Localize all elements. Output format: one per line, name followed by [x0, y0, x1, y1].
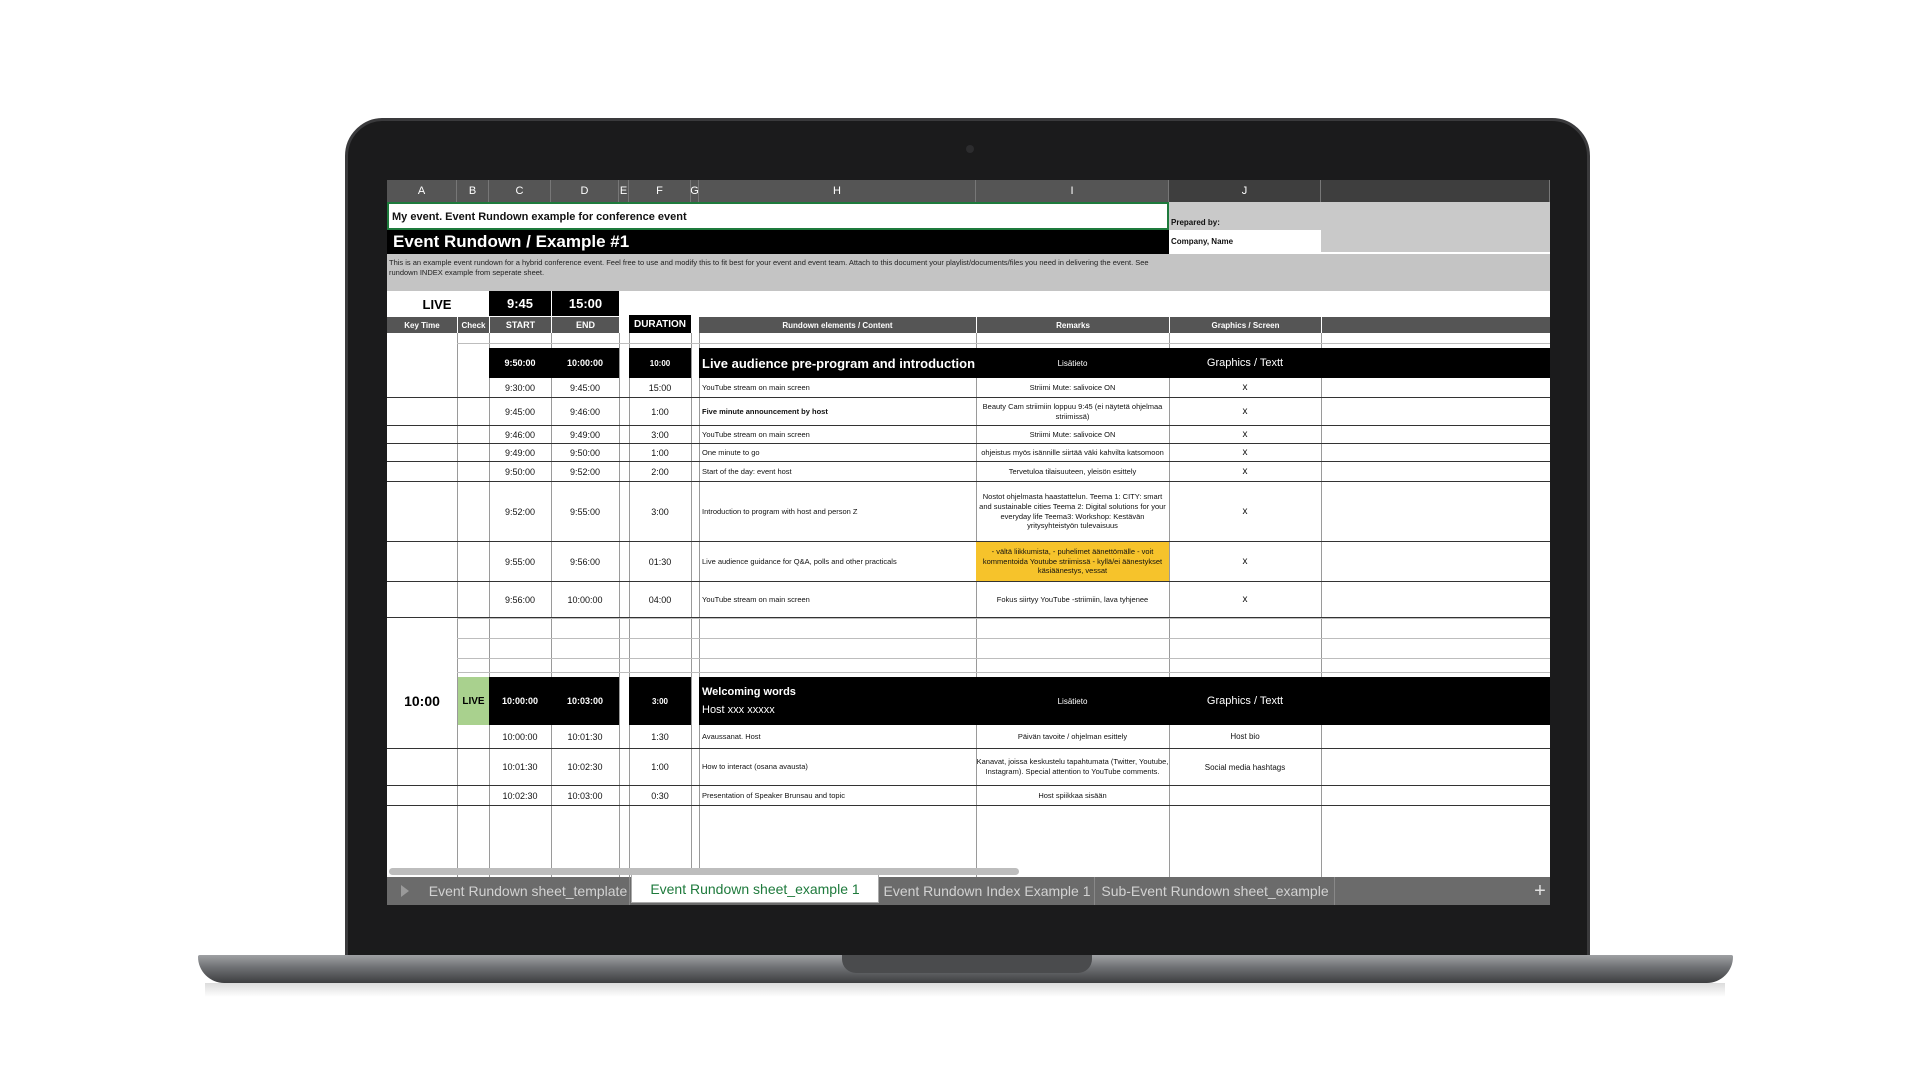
spreadsheet-screen — [387, 180, 1550, 905]
row-end-cell[interactable]: 9:45:00 — [569, 382, 601, 393]
col-header-k[interactable] — [1321, 180, 1550, 202]
row-remarks-cell[interactable]: Striimi Mute: salivoice ON — [1029, 382, 1116, 392]
col-header-d[interactable]: D — [551, 180, 619, 202]
col-header-g[interactable]: G — [691, 180, 699, 202]
col-header-c[interactable]: C — [489, 180, 551, 202]
row-gfx-cell[interactable]: x — [1242, 556, 1248, 567]
row-content-cell[interactable]: Introduction to program with host and person Z — [702, 506, 858, 516]
row-remarks-cell[interactable]: Nostot ohjelmasta haastattelun. Teema 1: CITY: smart and sustainable cities Teema 2: Digital solutions for your everyday life Teema3: Workshop: Kestävän yritysyhteistyön tulevaisuus — [979, 492, 1166, 531]
row-start-cell[interactable]: 9:45:00 — [504, 406, 536, 417]
row-dur-cell[interactable]: 15:00 — [648, 382, 672, 393]
header-start: START — [490, 317, 551, 333]
col-header-e[interactable]: E — [619, 180, 629, 202]
company-cell[interactable] — [1169, 230, 1321, 252]
row-gfx-cell[interactable]: x — [1242, 466, 1248, 477]
row-gfx-cell[interactable]: Social media hashtags — [1204, 762, 1286, 772]
row-gfx-cell[interactable] — [1169, 786, 1321, 805]
row-dur-cell[interactable]: 2:00 — [651, 466, 669, 477]
col-header-b[interactable]: B — [457, 180, 489, 202]
row-remarks-cell[interactable]: Kanavat, joissa keskustelu tapahtumata (Twitter, Youtube, Instagram). Special attention to YouTube comments. — [976, 757, 1169, 776]
row-start-cell[interactable]: 9:30:00 — [504, 382, 536, 393]
row-remarks-cell[interactable]: Tervetuloa tilaisuuteen, yleisön esittely — [1008, 466, 1137, 476]
row-remarks-cell[interactable]: Päivän tavoite / ohjelman esittely — [1017, 731, 1128, 741]
table-row — [387, 462, 1550, 482]
row-gfx-cell[interactable]: x — [1242, 506, 1248, 517]
section2-live-check[interactable]: LIVE — [458, 677, 489, 725]
section2-key-time[interactable]: 10:00 — [404, 693, 440, 709]
table-row — [387, 542, 1550, 582]
section1-graphics[interactable]: Graphics / Textt — [1206, 357, 1284, 369]
row-gfx-cell[interactable]: x — [1242, 429, 1248, 440]
row-content-cell[interactable]: Live audience guidance for Q&A, polls and other practicals — [702, 556, 897, 566]
row-content-cell[interactable]: YouTube stream on main screen — [702, 382, 810, 392]
row-end-cell[interactable]: 10:00:00 — [567, 594, 603, 605]
row-content-cell[interactable]: Five minute announcement by host — [702, 406, 828, 416]
section2-end[interactable]: 10:03:00 — [551, 677, 619, 725]
section1-end[interactable]: 10:00:00 — [566, 358, 604, 368]
row-remarks-cell[interactable]: - vältä liikkumista, - puhelimet äänettömälle - voit kommentoida Youtube striimissä - kyllä/ei äänestykset käsiäänestys, vessat — [976, 542, 1169, 581]
section2-subtitle[interactable]: Host xxx xxxxx — [702, 704, 775, 716]
row-end-cell[interactable]: 9:49:00 — [569, 429, 601, 440]
table-row — [387, 426, 1550, 444]
tab-event-rundown-example-1[interactable]: Event Rundown sheet_example 1 — [631, 875, 879, 903]
row-gfx-cell[interactable]: x — [1242, 447, 1248, 458]
prepared-by-label: Prepared by: — [1171, 218, 1220, 227]
live-end-time[interactable]: 15:00 — [552, 291, 619, 316]
col-header-h[interactable]: H — [699, 180, 976, 202]
row-start-cell[interactable]: 9:56:00 — [504, 594, 536, 605]
heading-bar — [387, 230, 1169, 254]
row-content-cell[interactable]: Avaussanat. Host — [702, 731, 761, 741]
row-end-cell[interactable]: 9:46:00 — [569, 406, 601, 417]
sheet-heading: Event Rundown / Example #1 — [393, 232, 630, 251]
header-check: Check — [458, 317, 489, 333]
section2-duration[interactable]: 3:00 — [629, 677, 691, 725]
table-row — [387, 398, 1550, 426]
row-remarks-cell[interactable]: Host spiikkaa sisään — [1038, 790, 1107, 800]
section1-duration[interactable]: 10:00 — [629, 348, 691, 378]
row-content-cell[interactable]: How to interact (osana avausta) — [702, 762, 808, 772]
row-content-cell[interactable]: YouTube stream on main screen — [702, 594, 810, 604]
header-end: END — [552, 317, 619, 333]
row-end-cell[interactable]: 9:56:00 — [569, 556, 601, 567]
row-gfx-cell[interactable]: x — [1242, 406, 1248, 417]
row-dur-cell[interactable]: 1:00 — [651, 762, 669, 772]
header-extra — [1322, 317, 1550, 333]
section2-graphics[interactable]: Graphics / Textt — [1206, 695, 1284, 707]
table-row — [387, 444, 1550, 462]
row-dur-cell[interactable]: 1:00 — [651, 406, 669, 417]
header-remarks: Remarks — [977, 317, 1169, 333]
row-start-cell[interactable]: 10:02:30 — [502, 790, 538, 801]
tab-sub-event-rundown[interactable]: Sub-Event Rundown sheet_example — [1096, 877, 1335, 905]
doc-title: My event. Event Rundown example for conference event — [392, 211, 687, 223]
company-name: Company, Name — [1171, 237, 1234, 246]
horizontal-scrollbar[interactable] — [389, 868, 1019, 875]
col-header-a[interactable]: A — [387, 180, 457, 202]
row-start-cell[interactable]: 10:00:00 — [502, 731, 538, 742]
section2-title[interactable]: Welcoming words — [702, 686, 796, 698]
table-row — [387, 482, 1550, 542]
row-dur-cell[interactable]: 3:00 — [651, 429, 669, 440]
tab-scroll-icon[interactable] — [401, 885, 409, 897]
row-content-cell[interactable]: YouTube stream on main screen — [702, 429, 810, 439]
header-content: Rundown elements / Content — [699, 317, 976, 333]
row-start-cell[interactable]: 9:55:00 — [504, 556, 536, 567]
section1-title[interactable]: Live audience pre-program and introduction — [702, 355, 976, 371]
row-start-cell[interactable]: 9:46:00 — [504, 429, 536, 440]
live-start-time[interactable]: 9:45 — [489, 291, 551, 316]
header-key-time: Key Time — [387, 317, 457, 333]
row-end-cell[interactable]: 10:01:30 — [567, 731, 603, 742]
row-end-cell[interactable]: 9:52:00 — [569, 466, 601, 477]
laptop-shadow — [205, 983, 1725, 997]
add-sheet-icon[interactable]: + — [1534, 879, 1546, 902]
section2-remarks[interactable]: Lisätieto — [1057, 696, 1088, 706]
section1-remarks[interactable]: Lisätieto — [1057, 358, 1088, 368]
table-row — [387, 786, 1550, 806]
table-row — [387, 378, 1550, 398]
description-block — [387, 254, 1550, 291]
row-dur-cell[interactable]: 1:30 — [651, 731, 669, 742]
col-header-j[interactable]: J — [1169, 180, 1321, 202]
row-content-cell[interactable]: One minute to go — [702, 447, 760, 457]
row-content-cell[interactable]: Start of the day: event host — [702, 466, 792, 476]
table-row — [387, 582, 1550, 618]
table-row — [387, 749, 1550, 786]
tab-event-rundown-template[interactable]: Event Rundown sheet_template — [427, 877, 630, 905]
row-remarks-cell[interactable]: ohjeistus myös isännille siirtää väki kahvilta katsomoon — [981, 447, 1164, 457]
live-label: LIVE — [422, 296, 452, 312]
header-graphics: Graphics / Screen — [1170, 317, 1321, 333]
description-text: This is an example event rundown for a hybrid conference event. Feel free to use and modify this to fit best for your event and event team. Attach to this document your playlist/documents/files you need in delivering the event. See rundown INDEX example from seperate sheet. — [389, 258, 1149, 278]
row-dur-cell[interactable]: 01:30 — [648, 556, 672, 567]
sheet-tab-bar — [387, 877, 1550, 905]
row-gfx-cell[interactable]: Host bio — [1230, 732, 1260, 741]
row-end-cell[interactable]: 9:55:00 — [569, 506, 601, 517]
row-dur-cell[interactable]: 0:30 — [651, 790, 669, 801]
table-row — [387, 725, 1550, 749]
row-start-cell[interactable]: 9:50:00 — [504, 466, 536, 477]
row-remarks-cell[interactable]: Beauty Cam striimiin loppuu 9:45 (ei näytetä ohjelmaa striimissä) — [982, 401, 1163, 421]
row-start-cell[interactable]: 10:01:30 — [502, 762, 538, 772]
row-end-cell[interactable]: 9:50:00 — [569, 447, 601, 458]
row-start-cell[interactable]: 9:49:00 — [504, 447, 536, 458]
row-start-cell[interactable]: 9:52:00 — [504, 506, 536, 517]
col-header-i[interactable]: I — [976, 180, 1169, 202]
laptop-notch — [842, 955, 1092, 973]
col-header-f[interactable]: F — [629, 180, 691, 202]
section2-start[interactable]: 10:00:00 — [489, 677, 551, 725]
row-gfx-cell[interactable]: x — [1242, 382, 1248, 393]
tab-event-rundown-index[interactable]: Event Rundown Index Example 1 — [880, 877, 1095, 905]
row-end-cell[interactable]: 10:02:30 — [567, 762, 603, 772]
row-content-cell[interactable]: Presentation of Speaker Brunsau and topic — [702, 790, 846, 800]
row-dur-cell[interactable]: 04:00 — [648, 594, 672, 605]
title-cell[interactable] — [387, 202, 1169, 230]
header-duration: DURATION — [629, 315, 691, 333]
row-dur-cell[interactable]: 1:00 — [651, 447, 669, 458]
row-remarks-cell[interactable]: Striimi Mute: salivoice ON — [1029, 429, 1116, 439]
row-remarks-cell[interactable]: Fokus siirtyy YouTube -striimiin, lava tyhjenee — [996, 594, 1149, 604]
row-end-cell[interactable]: 10:03:00 — [567, 790, 603, 801]
camera-icon — [966, 145, 974, 153]
section1-start[interactable]: 9:50:00 — [504, 358, 536, 368]
row-dur-cell[interactable]: 3:00 — [651, 506, 669, 517]
row-gfx-cell[interactable]: x — [1242, 594, 1248, 605]
